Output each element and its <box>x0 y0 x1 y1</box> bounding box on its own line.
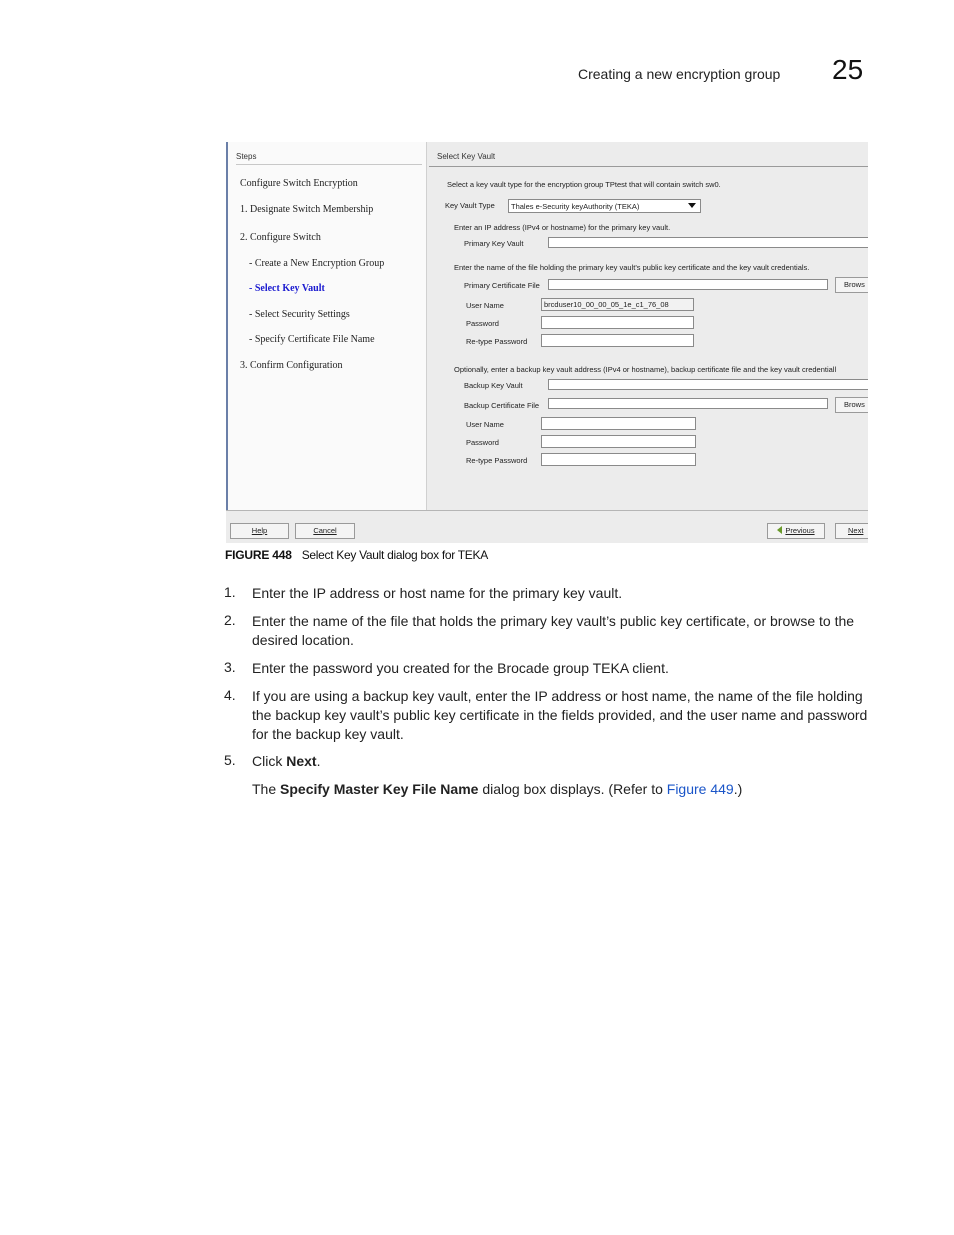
help-button-label: Help <box>251 526 268 535</box>
backup-user-name-label: User Name <box>466 420 504 429</box>
backup-key-vault-input[interactable] <box>548 379 868 390</box>
figure-caption-text: Select Key Vault dialog box for TEKA <box>301 548 488 562</box>
retype-password-label: Re-type Password <box>466 337 528 346</box>
step-text: Enter the password you created for the Brocade group TEKA client. <box>252 660 669 676</box>
key-vault-panel <box>429 142 868 510</box>
primary-cert-input[interactable] <box>548 279 828 290</box>
previous-button-label: Previous <box>785 526 815 535</box>
result-note-prefix: The <box>252 781 281 797</box>
result-note-middle: dialog box displays. (Refer to <box>478 781 667 797</box>
next-button[interactable] <box>835 523 868 539</box>
steps-divider <box>236 164 422 165</box>
section-title: Creating a new encryption group <box>578 66 781 82</box>
step-security-settings: - Select Security Settings <box>249 309 350 320</box>
step-configure-switch: 2. Configure Switch <box>240 232 321 243</box>
result-note <box>252 780 872 799</box>
figure-caption <box>225 548 488 562</box>
step-number: 4. <box>224 687 236 703</box>
step-text-prefix: Click <box>252 753 287 769</box>
step-certificate-file: - Specify Certificate File Name <box>249 334 375 345</box>
step-create-group: - Create a New Encryption Group <box>249 258 385 269</box>
backup-cert-label: Backup Certificate File <box>464 401 540 410</box>
backup-browse-button[interactable]: Brows <box>835 397 868 413</box>
previous-button[interactable] <box>767 523 825 539</box>
user-name-input[interactable] <box>541 298 694 311</box>
step-designate-membership: 1. Designate Switch Membership <box>240 204 374 215</box>
arrow-left-icon <box>777 526 782 534</box>
help-button[interactable] <box>230 523 289 539</box>
backup-retype-password-label: Re-type Password <box>466 456 528 465</box>
primary-key-vault-label: Primary Key Vault <box>464 239 524 248</box>
step-number: 2. <box>224 612 236 628</box>
password-input[interactable] <box>541 316 694 329</box>
figure-449-link[interactable]: Figure 449 <box>666 781 734 797</box>
panel-title: Select Key Vault <box>437 152 496 161</box>
key-vault-type-select[interactable] <box>508 199 701 213</box>
step-text-suffix: . <box>316 753 321 769</box>
dialog-screenshot <box>226 142 868 543</box>
user-name-value: brcduser10_00_00_05_1e_c1_76_08 <box>544 300 669 309</box>
chapter-number: 25 <box>832 54 864 85</box>
steps-panel <box>226 142 427 510</box>
next-button-label: Next <box>848 526 864 535</box>
dialog-name-reference: Specify Master Key File Name <box>280 781 479 797</box>
backup-cert-input[interactable] <box>548 398 828 409</box>
primary-ip-instruction: Enter an IP address (IPv4 or hostname) for the primary key vault. <box>454 223 671 232</box>
backup-password-input[interactable] <box>541 435 696 448</box>
password-label: Password <box>466 319 499 328</box>
figure-label: FIGURE 448 <box>225 548 292 562</box>
key-vault-type-value: Thales e-Security keyAuthority (TEKA) <box>511 202 640 211</box>
vault-type-instruction: Select a key vault type for the encryption group TPtest that will contain switch sw0. <box>447 180 721 189</box>
step-text: If you are using a backup key vault, enter the IP address or host name, the name of the file holding the backup key vault’s public key certificate in the fields provided, and the user name and password for the backup key vault. <box>252 688 868 742</box>
backup-password-label: Password <box>466 438 499 447</box>
cancel-button[interactable] <box>295 523 355 539</box>
cancel-button-label: Cancel <box>313 526 337 535</box>
step-number: 1. <box>224 584 236 600</box>
backup-retype-password-input[interactable] <box>541 453 696 466</box>
result-note-suffix: .) <box>733 781 743 797</box>
step-text: Enter the IP address or host name for the primary key vault. <box>252 585 623 601</box>
step-number: 5. <box>224 752 236 768</box>
step-configure-switch-encryption: Configure Switch Encryption <box>240 178 358 189</box>
step-number: 3. <box>224 659 236 675</box>
backup-instruction: Optionally, enter a backup key vault address (IPv4 or hostname), backup certificate file and the key vault credentiall <box>454 365 837 374</box>
backup-key-vault-label: Backup Key Vault <box>464 381 523 390</box>
chevron-down-icon <box>688 203 696 208</box>
primary-cert-label: Primary Certificate File <box>464 281 540 290</box>
user-name-label: User Name <box>466 301 504 310</box>
key-vault-type-label: Key Vault Type <box>445 201 495 210</box>
step-select-key-vault: - Select Key Vault <box>249 283 325 294</box>
panel-divider <box>429 166 868 167</box>
step-confirm: 3. Confirm Configuration <box>240 360 343 371</box>
next-button-reference: Next <box>286 753 317 769</box>
primary-key-vault-input[interactable] <box>548 237 868 248</box>
step-text-click-next <box>252 752 872 771</box>
step-text: Enter the name of the file that holds the primary key vault’s public key certificate, or browse to the desired location. <box>252 613 855 648</box>
primary-cert-instruction: Enter the name of the file holding the primary key vault's public key certificate and the key vault credentials. <box>454 263 810 272</box>
retype-password-input[interactable] <box>541 334 694 347</box>
dialog-button-bar <box>226 510 868 543</box>
backup-user-name-input[interactable] <box>541 417 696 430</box>
primary-browse-button[interactable]: Brows <box>835 277 868 293</box>
steps-header: Steps <box>236 152 257 161</box>
